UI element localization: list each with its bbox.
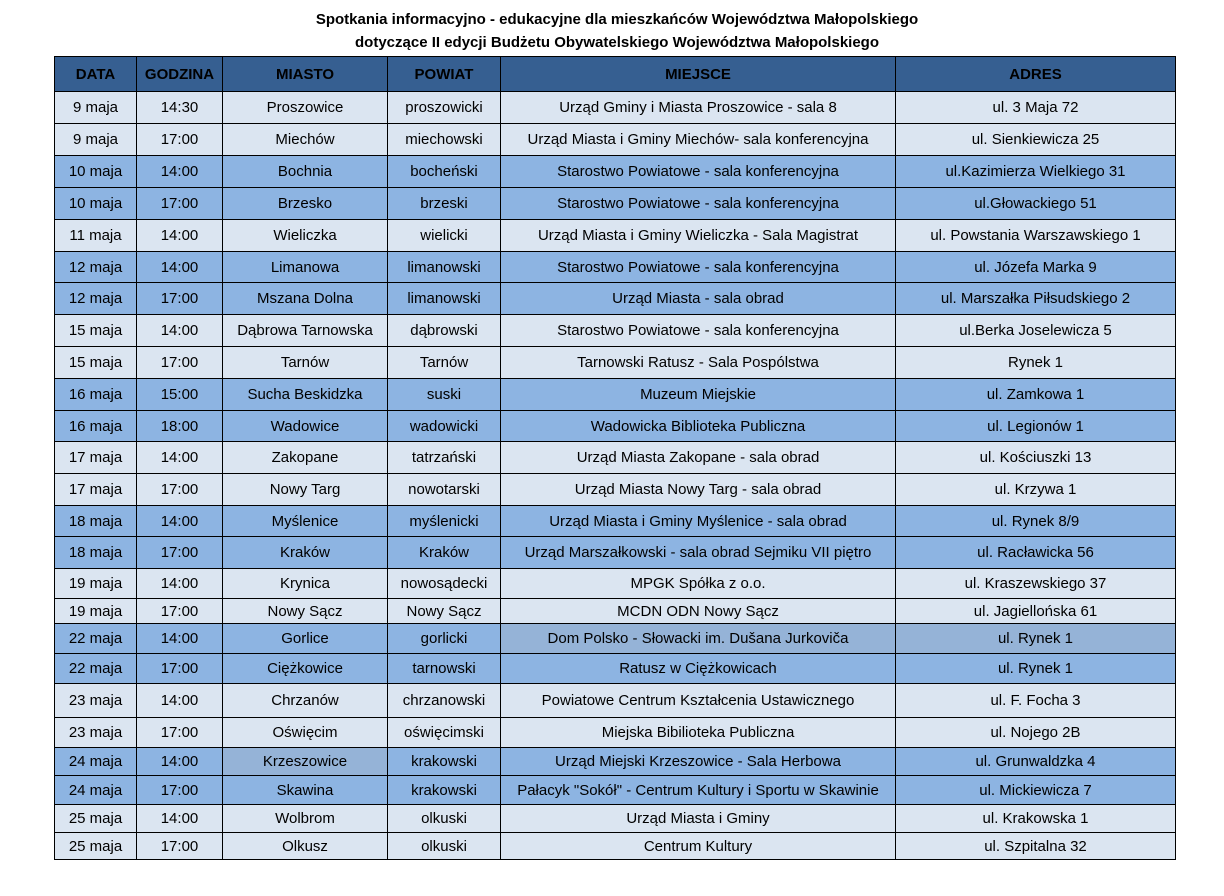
cell-godzina: 17:00 <box>137 833 223 860</box>
table-row <box>55 748 1176 776</box>
cell-powiat: olkuski <box>388 805 501 833</box>
cell-data: 10 maja <box>55 156 137 188</box>
cell-godzina: 14:00 <box>137 506 223 537</box>
cell-miasto: Miechów <box>223 124 388 156</box>
cell-adres: ul. Krzywa 1 <box>896 474 1176 506</box>
cell-powiat: nowotarski <box>388 474 501 506</box>
cell-miejsce: MPGK Spółka z o.o. <box>501 569 896 599</box>
cell-godzina: 14:00 <box>137 156 223 188</box>
table-row <box>55 379 1176 411</box>
cell-godzina: 17:00 <box>137 347 223 379</box>
cell-godzina: 17:00 <box>137 718 223 748</box>
table-row <box>55 474 1176 506</box>
table-row <box>55 220 1176 252</box>
cell-powiat: krakowski <box>388 776 501 805</box>
cell-miasto: Mszana Dolna <box>223 283 388 315</box>
cell-data: 22 maja <box>55 624 137 654</box>
table-row <box>55 569 1176 599</box>
cell-miejsce: Centrum Kultury <box>501 833 896 860</box>
cell-data: 18 maja <box>55 506 137 537</box>
cell-godzina: 14:00 <box>137 315 223 347</box>
cell-adres: ul. F. Focha 3 <box>896 684 1176 718</box>
column-header-miejsce: MIEJSCE <box>501 57 896 92</box>
cell-powiat: nowosądecki <box>388 569 501 599</box>
cell-data: 12 maja <box>55 283 137 315</box>
cell-miejsce: Pałacyk "Sokół" - Centrum Kultury i Sportu w Skawinie <box>501 776 896 805</box>
cell-adres: ul. Rynek 8/9 <box>896 506 1176 537</box>
cell-data: 22 maja <box>55 654 137 684</box>
cell-godzina: 14:00 <box>137 442 223 474</box>
cell-godzina: 17:00 <box>137 283 223 315</box>
table-row <box>55 833 1176 860</box>
cell-data: 9 maja <box>55 124 137 156</box>
cell-adres: ul.Głowackiego 51 <box>896 188 1176 220</box>
cell-miejsce: Urząd Miasta i Gminy Miechów- sala konferencyjna <box>501 124 896 156</box>
table-row <box>55 684 1176 718</box>
cell-powiat: oświęcimski <box>388 718 501 748</box>
cell-miasto: Myślenice <box>223 506 388 537</box>
cell-data: 23 maja <box>55 684 137 718</box>
cell-adres: ul. Józefa Marka 9 <box>896 252 1176 283</box>
cell-miejsce: Urząd Gminy i Miasta Proszowice - sala 8 <box>501 92 896 124</box>
cell-adres: ul. Krakowska 1 <box>896 805 1176 833</box>
cell-miasto: Gorlice <box>223 624 388 654</box>
cell-miasto: Limanowa <box>223 252 388 283</box>
cell-data: 24 maja <box>55 776 137 805</box>
cell-miasto: Bochnia <box>223 156 388 188</box>
cell-adres: ul. Mickiewicza 7 <box>896 776 1176 805</box>
cell-miasto: Dąbrowa Tarnowska <box>223 315 388 347</box>
cell-godzina: 14:00 <box>137 748 223 776</box>
table-row <box>55 506 1176 537</box>
table-row <box>55 252 1176 283</box>
schedule-table <box>54 56 1176 860</box>
cell-miejsce: Urząd Miasta i Gminy Wieliczka - Sala Magistrat <box>501 220 896 252</box>
cell-miasto: Sucha Beskidzka <box>223 379 388 411</box>
cell-adres: ul. Legionów 1 <box>896 411 1176 442</box>
cell-miejsce: Urząd Miasta i Gminy <box>501 805 896 833</box>
cell-miasto: Proszowice <box>223 92 388 124</box>
table-row <box>55 347 1176 379</box>
cell-adres: ul.Berka Joselewicza 5 <box>896 315 1176 347</box>
cell-data: 23 maja <box>55 718 137 748</box>
cell-adres: ul. Rynek 1 <box>896 654 1176 684</box>
page-title: Spotkania informacyjno - edukacyjne dla mieszkańców Województwa Małopolskiego <box>315 11 919 28</box>
table-row <box>55 315 1176 347</box>
cell-miejsce: MCDN ODN Nowy Sącz <box>501 599 896 624</box>
cell-miasto: Krynica <box>223 569 388 599</box>
cell-miejsce: Tarnowski Ratusz - Sala Pospólstwa <box>501 347 896 379</box>
cell-data: 17 maja <box>55 474 137 506</box>
cell-miejsce: Urząd Marszałkowski - sala obrad Sejmiku VII piętro <box>501 537 896 569</box>
cell-adres: ul. Nojego 2B <box>896 718 1176 748</box>
cell-miejsce: Starostwo Powiatowe - sala konferencyjna <box>501 315 896 347</box>
cell-miejsce: Muzeum Miejskie <box>501 379 896 411</box>
cell-data: 24 maja <box>55 748 137 776</box>
cell-miasto: Olkusz <box>223 833 388 860</box>
cell-miejsce: Urząd Miasta Zakopane - sala obrad <box>501 442 896 474</box>
cell-godzina: 14:00 <box>137 624 223 654</box>
cell-powiat: dąbrowski <box>388 315 501 347</box>
table-row <box>55 124 1176 156</box>
cell-adres: ul. Kościuszki 13 <box>896 442 1176 474</box>
cell-powiat: Tarnów <box>388 347 501 379</box>
table-row <box>55 537 1176 569</box>
cell-miasto: Ciężkowice <box>223 654 388 684</box>
cell-miejsce: Urząd Miejski Krzeszowice - Sala Herbowa <box>501 748 896 776</box>
cell-godzina: 17:00 <box>137 776 223 805</box>
cell-godzina: 18:00 <box>137 411 223 442</box>
cell-adres: ul. Powstania Warszawskiego 1 <box>896 220 1176 252</box>
cell-data: 18 maja <box>55 537 137 569</box>
cell-data: 12 maja <box>55 252 137 283</box>
column-header-godzina: GODZINA <box>137 57 223 92</box>
cell-powiat: suski <box>388 379 501 411</box>
column-header-adres: ADRES <box>896 57 1176 92</box>
table-row <box>55 805 1176 833</box>
cell-powiat: Nowy Sącz <box>388 599 501 624</box>
cell-godzina: 17:00 <box>137 188 223 220</box>
cell-adres: ul. 3 Maja 72 <box>896 92 1176 124</box>
table-row <box>55 654 1176 684</box>
cell-godzina: 14:00 <box>137 252 223 283</box>
table-row <box>55 188 1176 220</box>
cell-miasto: Tarnów <box>223 347 388 379</box>
cell-data: 25 maja <box>55 805 137 833</box>
cell-powiat: bocheński <box>388 156 501 188</box>
cell-godzina: 14:00 <box>137 569 223 599</box>
cell-data: 16 maja <box>55 379 137 411</box>
table-row <box>55 599 1176 624</box>
cell-miasto: Skawina <box>223 776 388 805</box>
cell-data: 19 maja <box>55 569 137 599</box>
cell-miejsce: Starostwo Powiatowe - sala konferencyjna <box>501 188 896 220</box>
table-row <box>55 624 1176 654</box>
cell-powiat: limanowski <box>388 283 501 315</box>
cell-godzina: 14:00 <box>137 684 223 718</box>
cell-miasto: Wieliczka <box>223 220 388 252</box>
cell-godzina: 17:00 <box>137 654 223 684</box>
cell-miejsce: Urząd Miasta i Gminy Myślenice - sala obrad <box>501 506 896 537</box>
cell-data: 9 maja <box>55 92 137 124</box>
cell-miasto: Krzeszowice <box>223 748 388 776</box>
cell-data: 15 maja <box>55 347 137 379</box>
cell-adres: ul. Sienkiewicza 25 <box>896 124 1176 156</box>
cell-powiat: miechowski <box>388 124 501 156</box>
cell-powiat: krakowski <box>388 748 501 776</box>
table-row <box>55 718 1176 748</box>
table-row <box>55 411 1176 442</box>
cell-miasto: Nowy Sącz <box>223 599 388 624</box>
cell-miasto: Chrzanów <box>223 684 388 718</box>
cell-miasto: Kraków <box>223 537 388 569</box>
cell-miejsce: Urząd Miasta - sala obrad <box>501 283 896 315</box>
cell-miejsce: Powiatowe Centrum Kształcenia Ustawicznego <box>501 684 896 718</box>
table-row <box>55 442 1176 474</box>
cell-powiat: chrzanowski <box>388 684 501 718</box>
cell-powiat: wadowicki <box>388 411 501 442</box>
cell-powiat: gorlicki <box>388 624 501 654</box>
table-row <box>55 156 1176 188</box>
cell-miejsce: Miejska Bibilioteka Publiczna <box>501 718 896 748</box>
cell-adres: ul. Racławicka 56 <box>896 537 1176 569</box>
cell-powiat: olkuski <box>388 833 501 860</box>
column-header-powiat: POWIAT <box>388 57 501 92</box>
cell-powiat: tatrzański <box>388 442 501 474</box>
cell-miejsce: Wadowicka Biblioteka Publiczna <box>501 411 896 442</box>
cell-miejsce: Urząd Miasta Nowy Targ - sala obrad <box>501 474 896 506</box>
cell-miasto: Wolbrom <box>223 805 388 833</box>
cell-powiat: brzeski <box>388 188 501 220</box>
cell-miejsce: Starostwo Powiatowe - sala konferencyjna <box>501 156 896 188</box>
column-header-data: DATA <box>55 57 137 92</box>
cell-data: 16 maja <box>55 411 137 442</box>
cell-godzina: 15:00 <box>137 379 223 411</box>
cell-powiat: myślenicki <box>388 506 501 537</box>
cell-godzina: 17:00 <box>137 537 223 569</box>
cell-data: 19 maja <box>55 599 137 624</box>
cell-data: 15 maja <box>55 315 137 347</box>
cell-godzina: 14:00 <box>137 220 223 252</box>
page-subtitle: dotyczące II edycji Budżetu Obywatelskiego Województwa Małopolskiego <box>355 34 879 51</box>
cell-data: 17 maja <box>55 442 137 474</box>
cell-godzina: 17:00 <box>137 124 223 156</box>
cell-powiat: Kraków <box>388 537 501 569</box>
cell-miejsce: Starostwo Powiatowe - sala konferencyjna <box>501 252 896 283</box>
cell-adres: ul.Kazimierza Wielkiego 31 <box>896 156 1176 188</box>
cell-powiat: wielicki <box>388 220 501 252</box>
cell-miasto: Wadowice <box>223 411 388 442</box>
cell-godzina: 17:00 <box>137 599 223 624</box>
cell-miejsce: Ratusz w Ciężkowicach <box>501 654 896 684</box>
cell-powiat: tarnowski <box>388 654 501 684</box>
cell-data: 11 maja <box>55 220 137 252</box>
cell-godzina: 14:00 <box>137 805 223 833</box>
cell-data: 25 maja <box>55 833 137 860</box>
cell-miejsce: Dom Polsko - Słowacki im. Dušana Jurkoviča <box>501 624 896 654</box>
cell-miasto: Zakopane <box>223 442 388 474</box>
cell-data: 10 maja <box>55 188 137 220</box>
cell-adres: ul. Zamkowa 1 <box>896 379 1176 411</box>
cell-adres: ul. Kraszewskiego 37 <box>896 569 1176 599</box>
table-row <box>55 283 1176 315</box>
cell-miasto: Oświęcim <box>223 718 388 748</box>
cell-adres: ul. Szpitalna 32 <box>896 833 1176 860</box>
cell-powiat: limanowski <box>388 252 501 283</box>
cell-adres: ul. Marszałka Piłsudskiego 2 <box>896 283 1176 315</box>
cell-godzina: 14:30 <box>137 92 223 124</box>
cell-adres: Rynek 1 <box>896 347 1176 379</box>
cell-godzina: 17:00 <box>137 474 223 506</box>
table-row <box>55 92 1176 124</box>
cell-miasto: Brzesko <box>223 188 388 220</box>
cell-powiat: proszowicki <box>388 92 501 124</box>
cell-adres: ul. Jagiellońska 61 <box>896 599 1176 624</box>
cell-adres: ul. Rynek 1 <box>896 624 1176 654</box>
cell-adres: ul. Grunwaldzka 4 <box>896 748 1176 776</box>
table-row <box>55 776 1176 805</box>
header-row <box>55 57 1176 92</box>
table-body <box>55 92 1176 860</box>
cell-miasto: Nowy Targ <box>223 474 388 506</box>
column-header-miasto: MIASTO <box>223 57 388 92</box>
